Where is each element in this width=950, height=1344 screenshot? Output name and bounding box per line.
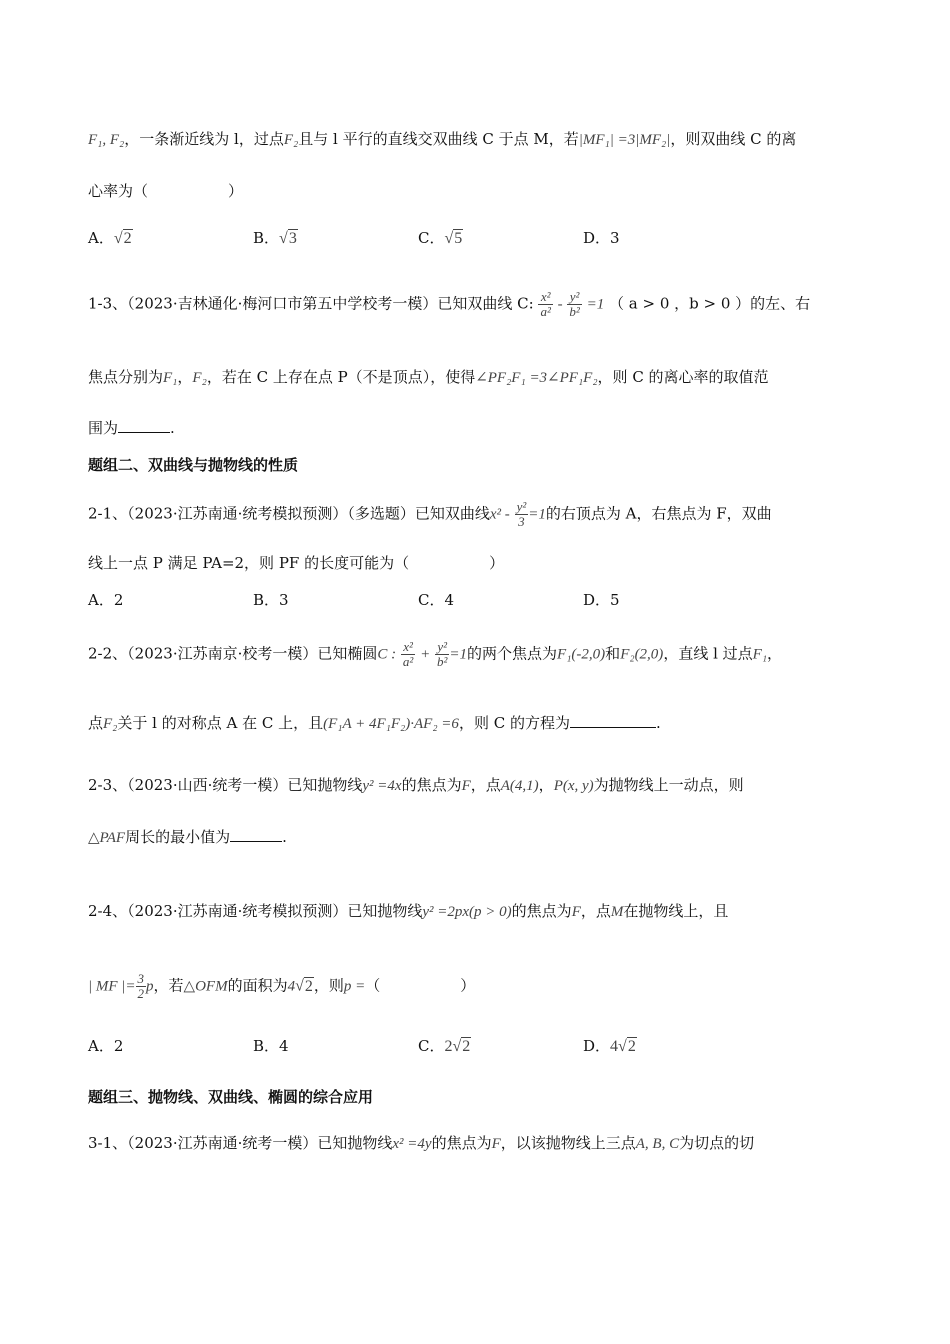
answer-blank[interactable] [570,713,656,728]
math-point-p: P(x, y) [553,778,594,794]
option-value: 2 [113,591,124,609]
text: 的焦点为 [401,776,462,794]
text: ，点 [470,776,501,794]
option-label: D． [583,1037,611,1055]
q2-4-line-2 [88,972,868,1001]
text: ，以该抛物线上三点 [500,1134,636,1152]
math-f: F [461,778,471,794]
option-label: C． [418,229,445,247]
option-label: B． [253,229,280,247]
math-mf-ratio: |MF₁| =3|MF₂| [578,132,671,148]
text: 的焦点为 [431,1134,492,1152]
q2-4-line-1 [88,900,868,923]
option-value: 3 [279,591,289,609]
math-mf-abs: | MF |= [88,978,136,995]
math-m: M [610,904,624,920]
text: ，则 [313,976,344,995]
option-label: A． [88,229,114,247]
text: ） [489,554,505,572]
math-points-abc: A, B, C [635,1136,680,1152]
math-point-a: A(4,1) [500,778,539,794]
option-value: 5 [610,591,620,609]
text: ，直线 l 过点 [663,644,753,663]
math-f2: F₂ [103,716,118,732]
option-label: C． [418,1037,445,1055]
sqrt-value: 2√2 [444,1038,471,1055]
q1-2-line-2 [88,180,868,202]
sqrt-value: √2 [295,977,313,995]
option-label: B． [253,591,280,609]
option-b[interactable] [253,1034,289,1058]
text: . [282,828,287,846]
math-parabola: x² =4y [392,1136,432,1152]
text: 的焦点为 [511,902,572,920]
q2-2-line-1 [88,640,868,669]
group-3-title: 题组三、抛物线、双曲线、椭圆的综合应用 [88,1088,374,1106]
text: ，点 [580,902,611,920]
option-c[interactable] [418,226,463,251]
math-eq: =1 [528,506,546,523]
math-eq: =1 [586,296,605,313]
text: ， [177,368,193,386]
text: ，则 C 的离心率的取值范 [597,368,769,386]
text: ， [538,776,554,794]
fraction-x2-a2: $\frac{\text{x²}}{\text{a²}}$ [540,289,551,319]
option-d[interactable] [583,226,620,250]
q2-1-options [88,588,868,612]
text: ，一条渐近线为 l，过点 [124,130,284,148]
math-parabola: y² =4x [362,778,402,794]
math-f1-f2: F₁, F₂ [88,132,125,148]
option-label: D． [583,229,611,247]
q1-2-options [88,226,868,250]
text: 1-3、（2023·吉林通化·梅河口市第五中学校考一模）已知双曲线 C: [88,294,534,313]
math-f1-point: F₁(-2,0) [557,646,606,663]
math-c: C : [377,646,397,663]
answer-blank[interactable] [230,827,282,842]
text: ，则 C 的方程为 [458,714,570,732]
fraction-x2-a2: $\frac{\text{x²}}{\text{a²}}$ [402,639,414,669]
text: （ a > 0 ，b > 0 ）的左、右 [609,294,811,313]
text: 为抛物线上一动点，则 [593,776,744,794]
text: 的右顶点为 A，右焦点为 F，双曲 [545,504,772,523]
option-value: 2 [113,1037,124,1055]
text: ） [228,182,244,200]
option-label: B． [253,1037,280,1055]
text: 关于 l 的对称点 A 在 C 上，且 [117,714,324,732]
text: 心率为（ [88,182,149,200]
text: . [655,714,661,732]
text: 围为 [88,419,119,437]
option-label: A． [88,591,114,609]
option-value: 4 [279,1037,289,1055]
group-2-title: 题组二、双曲线与抛物线的性质 [88,456,299,474]
text: ，若在 C 上存在点 P（不是顶点），使得 [206,368,476,386]
q1-3-line-3 [88,417,868,439]
text: . [170,419,175,437]
sqrt-value: 4√2 [610,1038,636,1055]
math-plus: + [420,646,431,663]
text: 的两个焦点为 [467,644,558,663]
text: 2-4、（2023·江苏南通·统考模拟预测）已知抛物线 [88,902,423,920]
text: ，则双曲线 C 的离 [670,130,797,148]
text: 在抛物线上，且 [623,902,729,920]
text: 2-2、（2023·江苏南京·校考一模）已知椭圆 [88,644,378,663]
math-f1: F₁ [752,646,768,663]
text: 和 [605,644,621,663]
text: 2-1、（2023·江苏南通·统考模拟预测）（多选题）已知双曲线 [88,504,490,523]
math-eq: =1 [449,646,468,663]
text: 的面积为 [227,976,288,995]
text: 周长的最小值为 [125,828,231,846]
math-f: F [571,904,581,920]
math-f2-point: F₂(2,0) [620,646,664,663]
text: 3-1、（2023·江苏南通·统考一模）已知抛物线 [88,1134,393,1152]
fraction-y2-3: $\frac{\text{y²}}{3}$ [516,499,527,529]
q3-1-line-1 [88,1132,868,1155]
math-f: F [491,1136,501,1152]
option-label: A． [88,1037,114,1055]
math-parabola: y² =2px(p > 0) [422,904,512,920]
math-vector-dot: (F₁A + 4F₁F₂)·AF₂ =6 [323,716,459,732]
sqrt-value: √2 [113,230,132,247]
math-x2: x² - [489,506,510,523]
q2-3-line-2 [88,826,868,849]
math-p-eq: p = [343,978,366,995]
q2-1-line-2 [88,552,868,574]
q2-2-line-2 [88,712,868,735]
text: ， [767,644,783,663]
q1-3-line-2 [88,366,868,389]
sqrt-value: √5 [444,230,463,247]
fraction-3-2: $\frac{3}{2}$ [137,971,145,1001]
option-d[interactable] [583,588,620,612]
math-triangle-paf: △PAF [88,830,126,846]
text: 线上一点 P 满足 PA=2，则 PF 的长度可能为（ [88,554,410,572]
option-c[interactable] [418,588,454,612]
option-c[interactable] [418,1034,471,1059]
option-a[interactable] [88,226,133,251]
math-f1: F₁ [163,370,178,386]
math-f2: F₂ [192,370,207,386]
option-b[interactable] [253,226,298,251]
option-a[interactable] [88,1034,123,1058]
option-value: 4 [444,591,455,609]
option-value: 3 [610,229,620,247]
q1-2-line-1 [88,128,868,151]
text: ） [460,976,476,995]
option-a[interactable] [88,588,123,612]
text: ，若 [153,976,184,995]
option-label: C． [418,591,445,609]
option-b[interactable] [253,588,289,612]
option-d[interactable] [583,1034,637,1059]
text: 2-3、（2023·山西·统考一模）已知抛物线 [88,776,363,794]
text: （ [365,976,381,995]
math-angle-relation: ∠PF₂F₁ =3∠PF₁F₂ [475,370,598,386]
text: 点 [88,714,104,732]
math-coef: 4 [287,978,296,995]
math-triangle-ofm: △OFM [183,978,228,995]
text: 且与 l 平行的直线交双曲线 C 于点 M，若 [298,130,579,148]
fraction-y2-b2: $\frac{\text{y²}}{\text{b²}}$ [437,639,448,669]
math-f2: F₂ [283,132,299,148]
text: 焦点分别为 [88,368,164,386]
answer-blank[interactable] [118,418,170,433]
math-minus: - [557,296,563,313]
math-p: p [146,978,154,995]
q1-3-line-1 [88,290,868,319]
q2-4-options [88,1034,868,1058]
option-label: D． [583,591,611,609]
q2-1-line-1 [88,500,868,529]
text: 为切点的切 [679,1134,755,1152]
q2-3-line-1 [88,774,868,797]
sqrt-value: √3 [279,230,297,247]
fraction-y2-b2: $\frac{\text{y²}}{\text{b²}}$ [569,289,580,319]
